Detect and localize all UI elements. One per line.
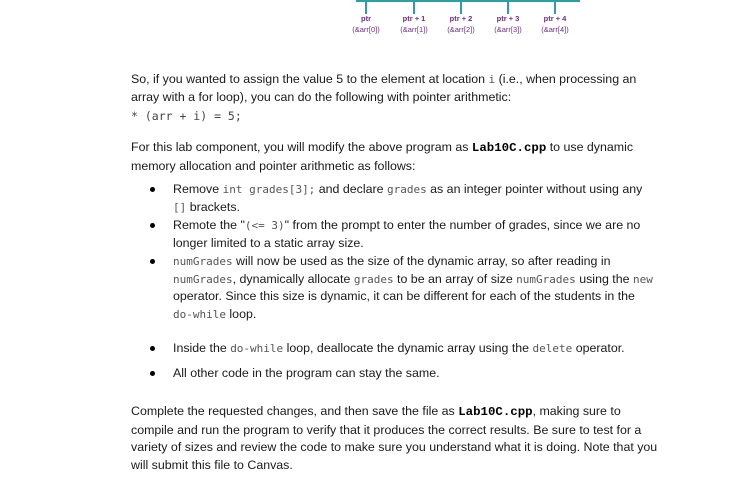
pointer-address: (&arr[3]) bbox=[494, 25, 522, 34]
pointer-address: (&arr[4]) bbox=[541, 25, 569, 34]
pointer-label-4 bbox=[520, 14, 590, 34]
pointer-arrow-4 bbox=[554, 0, 556, 14]
closing-paragraph bbox=[131, 403, 658, 474]
inline-code: [] bbox=[173, 200, 187, 214]
bullet-text: to be an array of size bbox=[393, 271, 517, 286]
pointer-address: (&arr[0]) bbox=[352, 25, 380, 34]
list-item bbox=[150, 340, 658, 358]
bullet-text: operator. Since this size is dynamic, it can be different for each of the students in the bbox=[173, 289, 635, 303]
pointer-arrow-0 bbox=[365, 0, 367, 14]
pointer-name: ptr + 4 bbox=[543, 14, 567, 23]
bullet-text: will now be used as the size of the dynamic array, so after reading in bbox=[232, 254, 611, 268]
bullet-text: All other code in the program can stay the same. bbox=[173, 365, 440, 380]
inline-code: numGrades bbox=[173, 255, 233, 268]
bullet-dot bbox=[150, 371, 155, 376]
list-item bbox=[150, 217, 658, 252]
bullet-text: using the bbox=[575, 271, 633, 286]
inline-code: numGrades bbox=[516, 272, 576, 286]
bullet-text: and declare bbox=[315, 182, 387, 196]
bullet-dot bbox=[150, 259, 155, 264]
bullet-text: as an integer pointer without using any bbox=[426, 182, 643, 196]
bullet-text: Remove bbox=[173, 182, 223, 196]
bullet-text: , dynamically allocate bbox=[232, 271, 354, 286]
task-text-a: For this lab component, you will modify the above program as bbox=[131, 140, 472, 154]
inline-code: numGrades bbox=[173, 272, 233, 286]
instruction-list bbox=[150, 181, 658, 382]
inline-code: delete bbox=[532, 342, 573, 355]
intro-text-a: So, if you wanted to assign the value 5 to the element at location bbox=[131, 72, 489, 86]
inline-code: new bbox=[632, 272, 653, 286]
inline-code: grades bbox=[353, 272, 394, 286]
intro-code-i: i bbox=[488, 73, 496, 86]
list-item bbox=[150, 181, 658, 216]
inline-code: do-while bbox=[173, 307, 226, 321]
code-example: * (arr + i) = 5; bbox=[131, 109, 242, 123]
list-item bbox=[150, 365, 658, 383]
bullet-dot bbox=[150, 187, 155, 192]
task-text-b: to use dynamic memory allocation and pointer arithmetic as follows: bbox=[131, 140, 634, 173]
closing-text-a: Complete the requested changes, and then save the file as bbox=[131, 404, 459, 418]
pointer-address: (&arr[2]) bbox=[447, 25, 475, 34]
pointer-arrow-3 bbox=[507, 0, 509, 14]
list-item bbox=[150, 253, 658, 323]
closing-filename: Lab10C.cpp bbox=[458, 405, 533, 419]
bullet-text: Inside the bbox=[173, 341, 231, 355]
intro-paragraph bbox=[131, 71, 658, 106]
bullet-dot bbox=[150, 223, 155, 228]
pointer-arrow-1 bbox=[413, 0, 415, 14]
pointer-name: ptr + 1 bbox=[402, 14, 426, 23]
bullet-text: loop, deallocate the dynamic array using the bbox=[283, 341, 533, 355]
pointer-diagram bbox=[0, 0, 732, 60]
inline-code: (<= 3) bbox=[244, 219, 285, 232]
pointer-name: ptr bbox=[361, 14, 371, 23]
inline-code: grades bbox=[386, 183, 427, 196]
bullet-text: brackets. bbox=[186, 199, 240, 214]
diagram-bottom-line bbox=[356, 0, 580, 2]
task-paragraph bbox=[131, 139, 658, 175]
bullet-text: loop. bbox=[225, 306, 257, 321]
intro-text-b: (i.e., when processing an array with a for loop), you can do the following with pointer arithmetic: bbox=[131, 72, 637, 104]
closing-text-b: , making sure to compile and run the program to verify that it produces the correct results. Be sure to test for a variety of sizes and review the code to make sure you understand what it is doing. Note that you will submit this file to Canvas. bbox=[131, 404, 658, 472]
inline-code: int grades[3]; bbox=[222, 183, 316, 196]
task-filename: Lab10C.cpp bbox=[471, 141, 547, 155]
pointer-arrow-2 bbox=[460, 0, 462, 14]
bullet-dot bbox=[150, 346, 155, 351]
bullet-text: Remote the " bbox=[173, 218, 245, 232]
pointer-address: (&arr[1]) bbox=[400, 25, 428, 34]
pointer-name: ptr + 3 bbox=[496, 14, 520, 23]
inline-code: do-while bbox=[230, 342, 284, 355]
pointer-name: ptr + 2 bbox=[449, 14, 473, 23]
bullet-text: " from the prompt to enter the number of grades, since we are no longer limited to a static array size. bbox=[173, 218, 641, 250]
bullet-text: operator. bbox=[572, 341, 625, 355]
